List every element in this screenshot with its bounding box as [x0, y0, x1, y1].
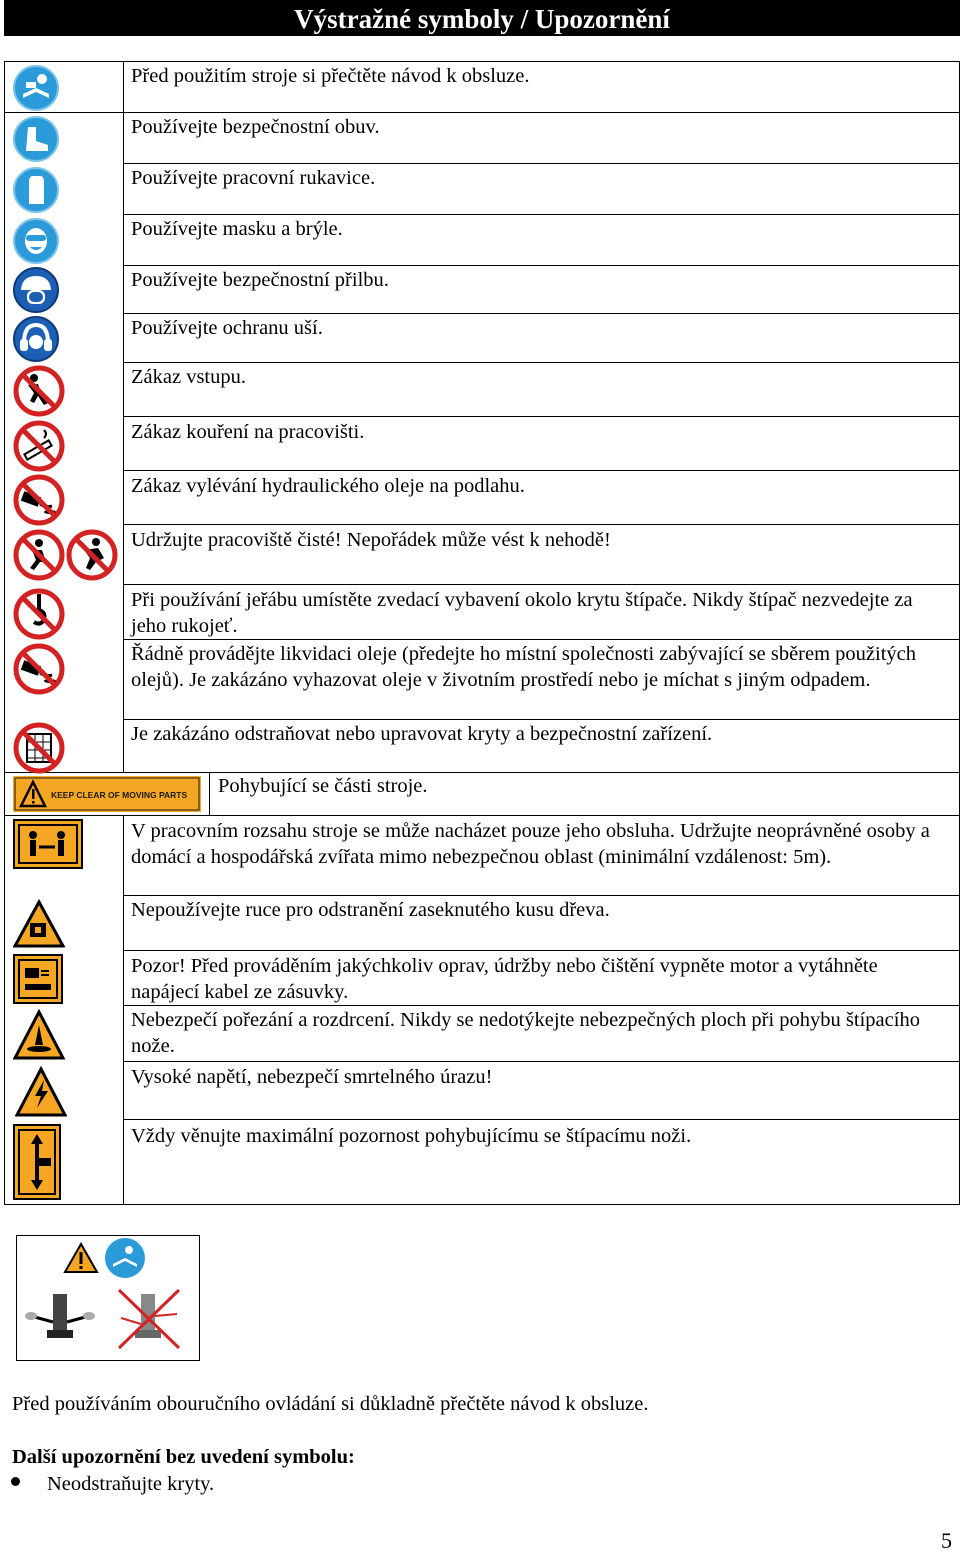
table-row-text: V pracovním rozsahu stroje se může nacházet pouze jeho obsluha. Udržujte neoprávněné osoby a domácí a hospodářská zvířata mimo nebezpečnou oblast (minimální vzdálenost: 5m).: [131, 820, 930, 868]
mask-goggles-icon: [12, 217, 60, 265]
table-row-text: Používejte pracovní rukavice.: [131, 167, 376, 189]
hand-hazard-icon: [13, 899, 65, 949]
ear-protection-icon: [12, 315, 60, 363]
two-hand-operation-icon: [16, 1235, 200, 1361]
table-row-text: Řádně provádějte likvidaci oleje (předejte ho místní společnosti zabývající se sběrem použitých olejů). Je zakázáno vyhazovat oleje v životním prostředí nebo je míchat s jiným odpadem.: [131, 643, 917, 691]
safety-shoes-icon: [12, 115, 60, 163]
safety-helmet-icon: [12, 266, 60, 314]
table-row-text: Zákaz vylévání hydraulického oleje na podlahu.: [131, 475, 525, 497]
table-row-text: Nebezpečí pořezání a rozdrcení. Nikdy se nedotýkejte nebezpečných ploch při pohybu štípacího nože.: [131, 1009, 920, 1057]
bullet-icon: [11, 1477, 20, 1486]
table-row-text: Zákaz kouření na pracovišti.: [131, 421, 365, 443]
table-row-text: Je zakázáno odstraňovat nebo upravovat kryty a bezpečnostní zařízení.: [131, 723, 713, 745]
other-warnings-heading: Další upozornění bez uvedení symbolu:: [12, 1446, 355, 1468]
table-row-text: Používejte masku a brýle.: [131, 218, 343, 240]
no-entry-icon: [12, 365, 66, 417]
oil-disposal-icon: [12, 643, 66, 695]
table-row-text: Nepoužívejte ruce pro odstranění zaseknutého kusu dřeva.: [131, 899, 610, 921]
table-row-text: Vždy věnujte maximální pozornost pohybujícímu se štípacímu noži.: [131, 1125, 692, 1147]
no-smoking-icon: [12, 420, 66, 472]
high-voltage-icon: [15, 1066, 67, 1118]
table-row-text: Zákaz vstupu.: [131, 366, 246, 388]
table-row-text: Pozor! Před prováděním jakýchkoliv oprav, údržby nebo čištění vypněte motor a vytáhněte napájecí kabel ze zásuvky.: [131, 955, 878, 1003]
table-row-text: Před použitím stroje si přečtěte návod k obsluze.: [131, 65, 530, 87]
operator-zone-icon: [13, 819, 83, 869]
read-manual-icon: [12, 64, 60, 112]
table-row-text: Udržujte pracoviště čisté! Nepořádek může vést k nehodě!: [131, 529, 611, 551]
page-number: 5: [941, 1528, 952, 1553]
page-title: Výstražné symboly / Upozornění: [4, 0, 960, 36]
keep-clear-sign-text: KEEP CLEAR OF MOVING PARTS: [51, 790, 188, 800]
table-row-text: Při používání jeřábu umístěte zvedací vybavení okolo krytu štípače. Nikdy štípač nezvedejte za jeho rukojeť.: [131, 589, 913, 637]
unplug-icon: [13, 954, 63, 1004]
no-oil-spill-icon: [12, 474, 66, 526]
no-guard-removal-icon: [12, 722, 66, 774]
two-hand-instruction: Před používáním obouručního ovládání si důkladně přečtěte návod k obsluze.: [12, 1393, 649, 1415]
table-row-text: Vysoké napětí, nebezpečí smrtelného úrazu!: [131, 1066, 493, 1088]
table-row-text: Používejte ochranu uší.: [131, 317, 323, 339]
keep-clear-sign-icon: [13, 776, 201, 812]
cutting-hazard-icon: [13, 1009, 65, 1061]
no-crane-handle-icon: [12, 588, 66, 640]
work-gloves-icon: [12, 166, 60, 214]
moving-blade-icon: [13, 1124, 61, 1200]
table-row-text: Pohybující se části stroje.: [218, 775, 428, 797]
table-row-text: Používejte bezpečnostní obuv.: [131, 116, 380, 138]
keep-clean-icon: [12, 528, 122, 582]
table-row-text: Používejte bezpečnostní přilbu.: [131, 269, 389, 291]
other-warning-item: Neodstraňujte kryty.: [47, 1473, 215, 1495]
